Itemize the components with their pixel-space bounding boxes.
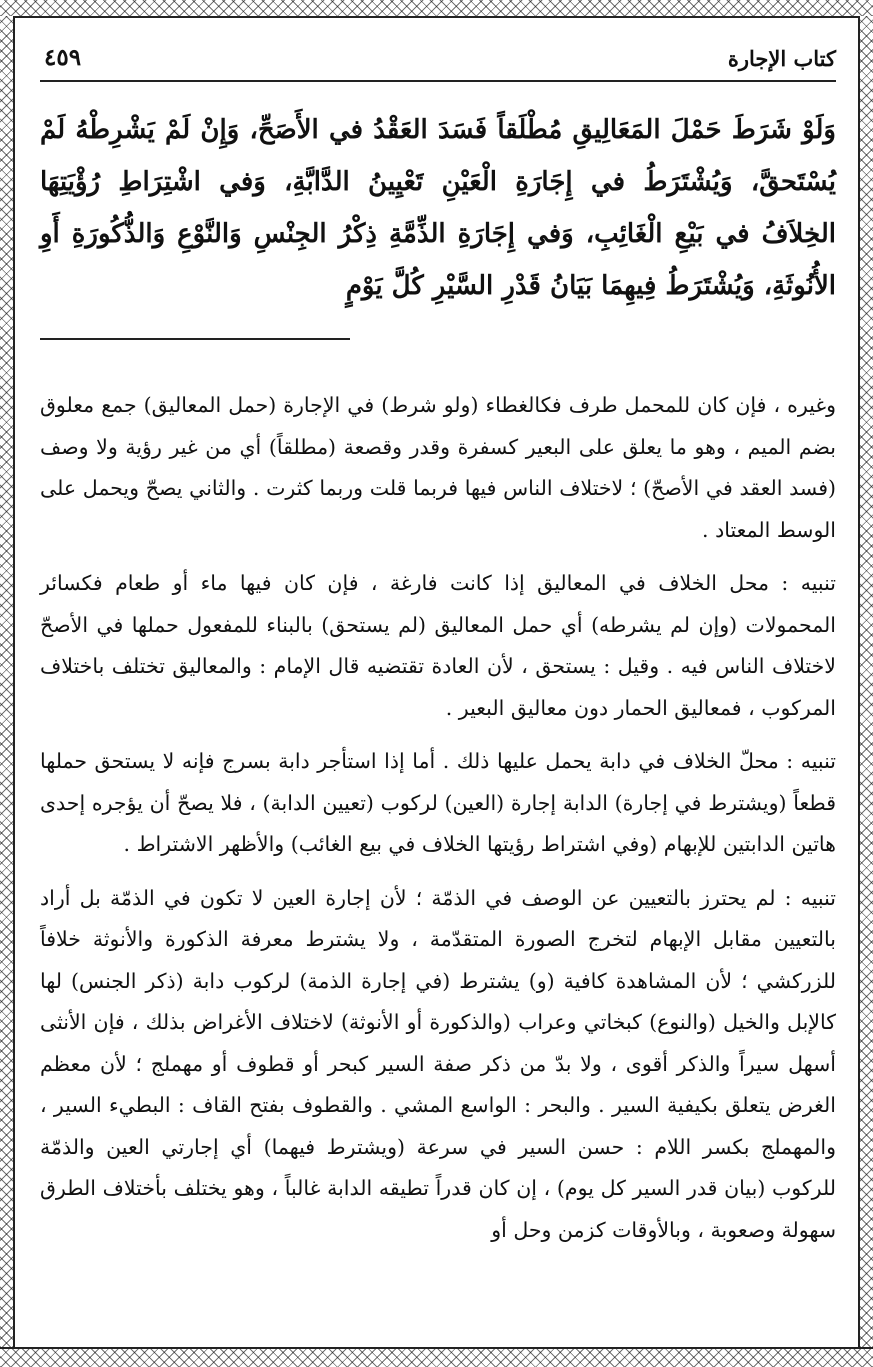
- ornamental-border-bottom: [0, 1347, 873, 1367]
- ornamental-border-left: [0, 16, 15, 1347]
- ornamental-border-top: [0, 0, 873, 18]
- commentary-paragraph: تنبيه : محل الخلاف في المعاليق إذا كانت فارغة ، فإن كان فيها ماء أو طعام فكسائر المحمولات (وإن لم يشرطه) أي حمل المعاليق (لم يستحق) بالبناء للمفعول حملها في الأصحّ لاختلاف الناس فيه . وقيل : يستحق ، لأن العادة تقتضيه قال الإمام : والمعاليق تختلف باختلاف المركوب ، فمعاليق الحمار دون معاليق البعير .: [40, 571, 836, 720]
- commentary-paragraph: وغيره ، فإن كان للمحمل طرف فكالغطاء (ولو شرط) في الإجارة (حمل المعاليق) جمع معلوق بضم الميم ، وهو ما يعلق على البعير كسفرة وقدر وقصعة (مطلقاً) أي من غير رؤية ولا وصف (فسد العقد في الأصحّ) ؛ لاختلاف الناس فيها فربما قلت وربما كثرت . والثاني يصحّ ويحمل على الوسط المعتاد .: [40, 393, 836, 542]
- commentary-paragraph: تنبيه : محلّ الخلاف في دابة يحمل عليها ذلك . أما إذا استأجر دابة بسرج فإنه لا يستحق حملها قطعاً (ويشترط في إجارة) الدابة إجارة (العين) لركوب (تعيين الدابة) ، فلا يصحّ أن يؤجره إحدى هاتين الدابتين للإبهام (وفي اشتراط رؤيتها الخلاف في بيع الغائب) والأظهر الاشتراط .: [40, 749, 836, 856]
- book-page: [40, 38, 836, 1338]
- ornamental-border-right: [858, 16, 873, 1347]
- separator-line: [40, 338, 350, 340]
- commentary-text: [40, 385, 836, 1251]
- page-number: ٤٥٩: [44, 44, 82, 71]
- book-title: كتاب الإجارة: [727, 46, 836, 71]
- commentary-paragraph: تنبيه : لم يحترز بالتعيين عن الوصف في الذمّة ؛ لأن إجارة العين لا تكون في الذمّة بل أراد بالتعيين مقابل الإبهام لتخرج الصورة المتقدّمة ، ولا يشترط معرفة الذكورة والأنوثة خلافاً للزركشي ؛ لأن المشاهدة كافية (و) يشترط (في إجارة الذمة) لركوب دابة (ذكر الجنس) لها كالإبل والخيل (والنوع) كبخاتي وعراب (والذكورة أو الأنوثة) لاختلاف الأغراض بذلك ، فإن الأنثى أسهل سيراً والذكر أقوى ، ولا بدّ من ذكر صفة السير كبحر أو قطوف أو مهملج ؛ لأن معظم الغرض يتعلق بكيفية السير . والبحر : الواسع المشي . والقطوف بفتح القاف : البطيء السير ، والمهملج بكسر اللام : حسن السير في سرعة (ويشترط فيهما) أي إجارتي العين والذمّة للركوب (بيان قدر السير كل يوم) ، إن كان قدراً تطيقه الدابة غالباً ، وهو يختلف بأختلاف الطرق سهولة وصعوبة ، وبالأوقات كزمن وحل أو: [40, 885, 836, 1242]
- main-text: وَلَوْ شَرَطَ حَمْلَ المَعَالِيقِ مُطْلَقاً فَسَدَ العَقْدُ في الأَصَحِّ، وَإِنْ لَمْ يَشْرِطْهُ لَمْ يُسْتَحقَّ، وَيُشْتَرَطُ في إِجَارَةِ الْعَيْنِ تَعْيِينُ الدَّابَّةِ، وَفي اشْتِرَاطِ رُؤْيَتِهَا الخِلاَفُ في بَيْعِ الْغَائِبِ، وَفي إِجَارَةِ الذِّمَّةِ ذِكْرُ الجِنْسِ وَالنَّوْعِ وَالذُّكُورَةِ أَوِ الأُنُوثَةِ، وَيُشْتَرَطُ فِيهِمَا بَيَانُ قَدْرِ السَّيْرِ كُلَّ يَوْمٍ: [40, 115, 836, 301]
- page-header: [40, 38, 836, 82]
